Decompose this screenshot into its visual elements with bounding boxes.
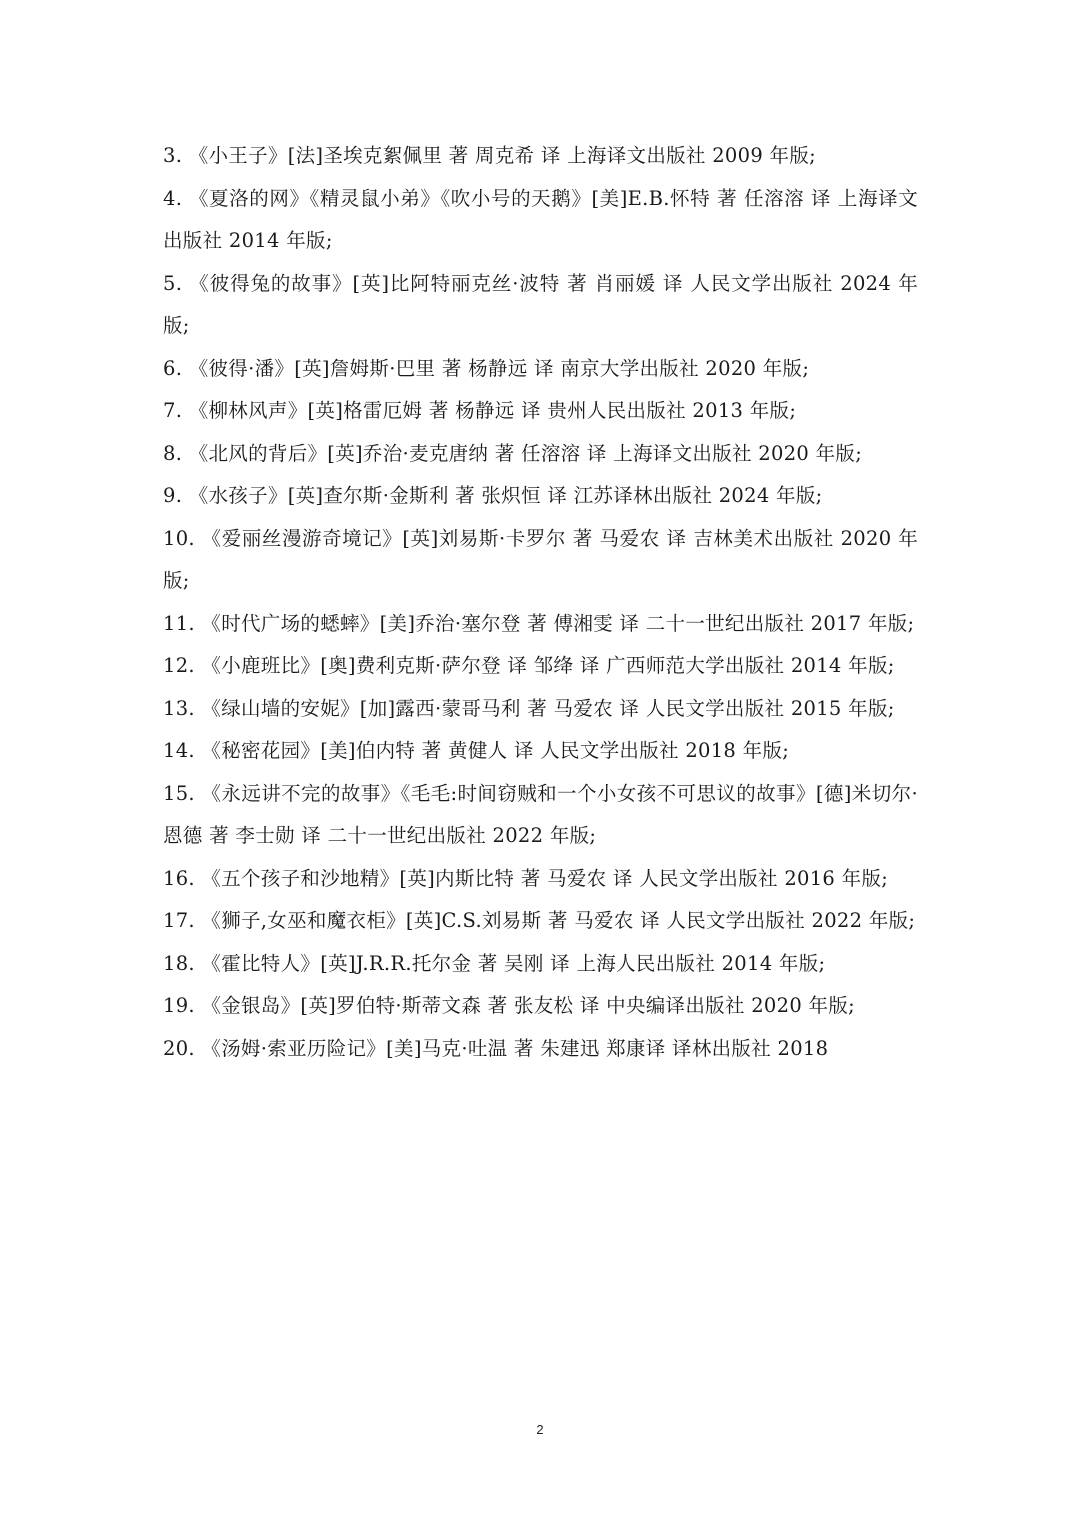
list-item: 20. 《汤姆·索亚历险记》[美]马克·吐温 著 朱建迅 郑康译 译林出版社 2018 xyxy=(163,1036,829,1060)
list-item: 14. 《秘密花园》[美]伯内特 著 黄健人 译 人民文学出版社 2018 年版; xyxy=(163,739,790,762)
list-item: 13. 《绿山墙的安妮》[加]露西·蒙哥马利 著 马爱农 译 人民文学出版社 2015 年版; xyxy=(163,696,895,720)
list-item: 18. 《霍比特人》[英]J.R.R.托尔金 著 吴刚 译 上海人民出版社 2014 年版; xyxy=(163,951,826,975)
list-item: 19. 《金银岛》[英]罗伯特·斯蒂文森 著 张友松 译 中央编译出版社 2020 年版; xyxy=(163,994,856,1017)
list-item: 16. 《五个孩子和沙地精》[英]内斯比特 著 马爱农 译 人民文学出版社 2016 年版; xyxy=(163,866,889,890)
list-item: 17. 《狮子,女巫和魔衣柜》[英]C.S.刘易斯 著 马爱农 译 人民文学出版社 2022 年版; xyxy=(163,909,916,932)
list-item: 12. 《小鹿班比》[奥]费利克斯·萨尔登 译 邹绛 译 广西师范大学出版社 2014 年版; xyxy=(163,654,895,677)
list-item: 15. 《永远讲不完的故事》《毛毛:时间窃贼和一个小女孩不可思议的故事》[德]米切尔·恩德 著 李士勋 译 二十一世纪出版社 2022 年版; xyxy=(163,781,918,847)
list-item: 10. 《爱丽丝漫游奇境记》[英]刘易斯·卡罗尔 著 马爱农 译 吉林美术出版社 2020 年版; xyxy=(163,526,918,592)
list-item: 3. 《小王子》[法]圣埃克絮佩里 著 周克希 译 上海译文出版社 2009 年版; xyxy=(163,144,817,167)
page-number: 2 xyxy=(536,1422,544,1437)
list-item: 11. 《时代广场的蟋蟀》[美]乔治·塞尔登 著 傅湘雯 译 二十一世纪出版社 2017 年版; xyxy=(163,611,915,635)
list-item: 5. 《彼得兔的故事》[英]比阿特丽克丝·波特 著 肖丽媛 译 人民文学出版社 2024 年版; xyxy=(163,271,918,337)
list-item: 4. 《夏洛的网》《精灵鼠小弟》《吹小号的天鹅》[美]E.B.怀特 著 任溶溶 译 上海译文出版社 2014 年版; xyxy=(163,186,918,252)
list-item: 6. 《彼得·潘》[英]詹姆斯·巴里 著 杨静远 译 南京大学出版社 2020 年版; xyxy=(163,356,810,380)
list-item: 9. 《水孩子》[英]查尔斯·金斯利 著 张炽恒 译 江苏译林出版社 2024 年版; xyxy=(163,484,823,507)
list-item: 7. 《柳林风声》[英]格雷厄姆 著 杨静远 译 贵州人民出版社 2013 年版; xyxy=(163,399,797,422)
list-item: 8. 《北风的背后》[英]乔治·麦克唐纳 著 任溶溶 译 上海译文出版社 2020 年版; xyxy=(163,441,863,465)
bibliography-list xyxy=(163,135,918,1070)
